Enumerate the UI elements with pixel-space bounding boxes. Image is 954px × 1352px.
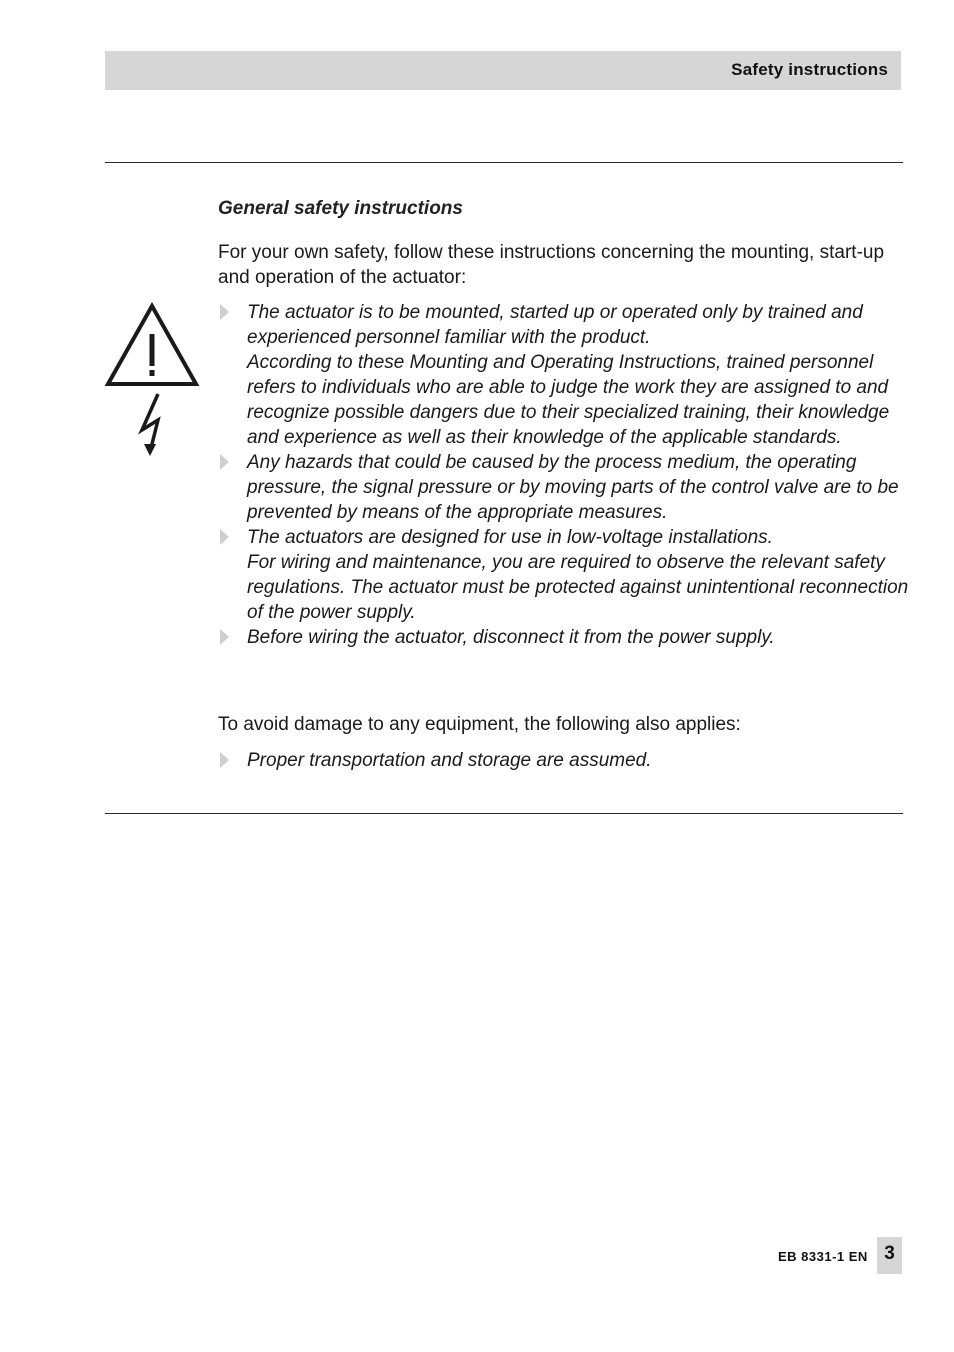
section-title: General safety instructions [218,198,463,219]
triangle-bullet-icon [220,629,229,645]
list-item-text: For wiring and maintenance, you are required to observe the relevant safety regulations. The actuator must be protected against unintentional reconnection of the power supply. [247,552,909,623]
list-item [218,300,918,450]
triangle-bullet-icon [220,529,229,545]
footer-document-code: EB 8331-1 EN [778,1249,868,1264]
page-number: 3 [884,1243,895,1264]
list-item [218,625,918,650]
outro-paragraph: To avoid damage to any equipment, the following also applies: [218,714,741,735]
list-item-text: According to these Mounting and Operating Instructions, trained personnel refers to individuals who are able to judge the work they are assigned to and recognize possible dangers due to their specialized training, their knowledge and experience as well as their knowledge of the applicable standards. [247,352,890,448]
triangle-bullet-icon [220,454,229,470]
header-title: Safety instructions [731,60,888,79]
triangle-bullet-icon [220,304,229,320]
list-item-text: The actuators are designed for use in low-voltage installations. [247,527,773,548]
list-item-text: Proper transportation and storage are assumed. [247,750,652,771]
list-item [218,525,918,625]
top-divider [105,162,903,163]
list-item-text: Any hazards that could be caused by the process medium, the operating pressure, the signal pressure or by moving parts of the control valve are to be prevented by means of the appropriate measures. [247,452,899,523]
triangle-bullet-icon [220,752,229,768]
page-number-box [877,1237,902,1274]
warning-triangle-icon [108,306,196,384]
warning-symbol [104,302,200,458]
list-item-text: Before wiring the actuator, disconnect it from the power supply. [247,627,775,648]
lightning-bolt-icon [142,394,158,456]
intro-paragraph: For your own safety, follow these instructions concerning the mounting, start-up and operation of the actuator: [218,242,885,288]
equipment-list [218,748,918,773]
header-bar [105,51,901,90]
list-item [218,450,918,525]
list-item [218,748,918,773]
bottom-divider [105,813,903,814]
list-item-text: The actuator is to be mounted, started up or operated only by trained and experienced personnel familiar with the product. [247,302,863,348]
safety-instructions-list [218,300,918,650]
